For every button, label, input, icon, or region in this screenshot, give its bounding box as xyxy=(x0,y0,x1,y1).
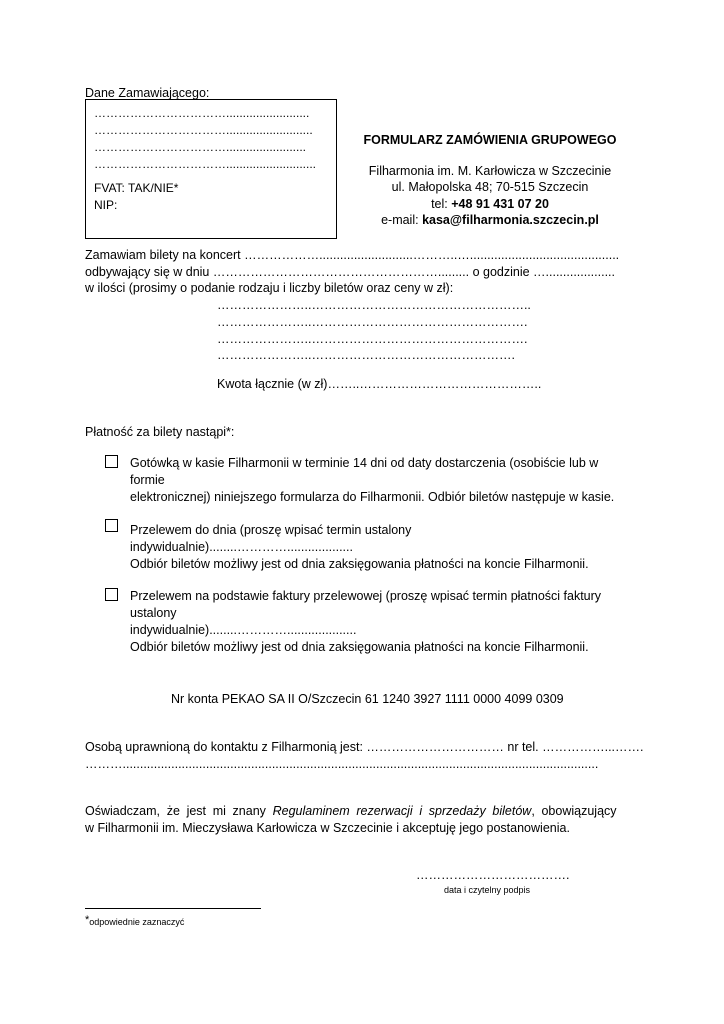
declaration-part-1: Oświadczam, że jest mi znany xyxy=(85,804,273,818)
order-date-line[interactable]: odbywający się w dniu ………………………………………………......... o godzinie ….................... xyxy=(85,265,615,279)
orderer-line-4[interactable]: ……………………………........................... xyxy=(94,157,317,171)
email-address[interactable]: kasa@filharmonia.szczecin.pl xyxy=(422,213,599,227)
header-block xyxy=(340,132,640,229)
phone-number: +48 91 431 07 20 xyxy=(451,196,549,211)
footnote-mark: * xyxy=(85,914,90,926)
payment-invoice-line-3: Odbiór biletów możliwy jest od dnia zaksięgowania płatności na koncie Filharmonii. xyxy=(130,640,589,654)
ticket-line-4[interactable]: …………………..…………………………………………. xyxy=(217,348,515,362)
declaration-part-2: , obowiązujący xyxy=(531,804,617,818)
signature-label: data i czytelny podpis xyxy=(444,885,531,895)
contact-extra-line[interactable]: ………......................................................................................................................................... xyxy=(85,757,599,771)
institution-email xyxy=(340,212,640,229)
payment-transfer-line-2: Odbiór biletów możliwy jest od dnia zaksięgowania płatności na koncie Filharmonii. xyxy=(130,557,589,571)
orderer-line-2[interactable]: …………………………….......................... xyxy=(94,123,313,137)
payment-invoice-checkbox[interactable] xyxy=(105,588,118,601)
footnote xyxy=(85,914,184,927)
ticket-line-1[interactable]: …………………..…………………………………………….. xyxy=(217,298,531,312)
orderer-data-box xyxy=(85,99,337,239)
orderer-line-1[interactable]: ……………………………......................... xyxy=(94,106,310,120)
payment-cash-line-1: Gotówką w kasie Filharmonii w terminie 14 dni od daty dostarczenia (osobiście lub w formie xyxy=(130,456,599,487)
fvat-field[interactable]: FVAT: TAK/NIE* xyxy=(94,181,179,195)
payment-transfer-checkbox[interactable] xyxy=(105,519,118,532)
footnote-divider xyxy=(85,908,261,909)
orderer-heading: Dane Zamawiającego: xyxy=(85,86,210,100)
total-amount-line[interactable]: Kwota łącznie (w zł)……..…………………………………….. xyxy=(217,377,542,391)
declaration-line-1 xyxy=(85,804,640,818)
ticket-line-2[interactable]: …………………..……………………………………………. xyxy=(217,315,528,329)
declaration-line-2: w Filharmonii im. Mieczysława Karłowicza w Szczecinie i akceptuję jego postanowienia. xyxy=(85,821,570,835)
institution-address: ul. Małopolska 48; 70-515 Szczecin xyxy=(391,180,589,194)
institution-phone xyxy=(340,196,640,213)
order-quantity-line: w ilości (prosimy o podanie rodzaju i liczby biletów oraz ceny w zł): xyxy=(85,281,454,295)
payment-cash-line-2: elektronicznej) niniejszego formularza do Filharmonii. Odbiór biletów następuje w kasie. xyxy=(130,490,615,504)
nip-field[interactable]: NIP: xyxy=(94,198,118,212)
institution-name: Filharmonia im. M. Karłowicza w Szczecinie xyxy=(368,163,612,178)
payment-transfer-option xyxy=(130,522,630,573)
payment-cash-option xyxy=(130,455,620,506)
phone-prefix: tel: xyxy=(431,196,452,211)
form-title: FORMULARZ ZAMÓWIENIA GRUPOWEGO xyxy=(363,133,617,147)
order-concert-line[interactable]: Zamawiam bilety na koncert ………………...........................………..…........................................... xyxy=(85,248,620,262)
payment-invoice-option xyxy=(130,588,640,656)
payment-transfer-line-1[interactable]: Przelewem do dnia (proszę wpisać termin ustalony indywidualnie)........…………................... xyxy=(130,523,412,554)
payment-invoice-line-2[interactable]: indywidualnie)........………….................... xyxy=(130,623,357,637)
contact-person-line[interactable]: Osobą uprawnioną do kontaktu z Filharmonią jest: …………………………… nr tel. ……………...……. xyxy=(85,740,644,754)
payment-heading: Płatność za bilety nastąpi*: xyxy=(85,425,235,439)
payment-invoice-line-1: Przelewem na podstawie faktury przelewowej (proszę wpisać termin płatności faktury ustalony xyxy=(130,589,602,620)
regulations-title: Regulaminem rezerwacji i sprzedaży biletów xyxy=(272,804,532,818)
footnote-text: odpowiednie zaznaczyć xyxy=(89,917,185,927)
ticket-line-3[interactable]: …………………..……………………………………………. xyxy=(217,332,528,346)
orderer-line-3[interactable]: ……………………………........................ xyxy=(94,140,307,154)
bank-account: Nr konta PEKAO SA II O/Szczecin 61 1240 3927 1111 0000 4099 0309 xyxy=(171,692,564,706)
signature-line[interactable]: ………………………………. xyxy=(416,868,570,882)
email-prefix: e-mail: xyxy=(381,213,423,227)
payment-cash-checkbox[interactable] xyxy=(105,455,118,468)
